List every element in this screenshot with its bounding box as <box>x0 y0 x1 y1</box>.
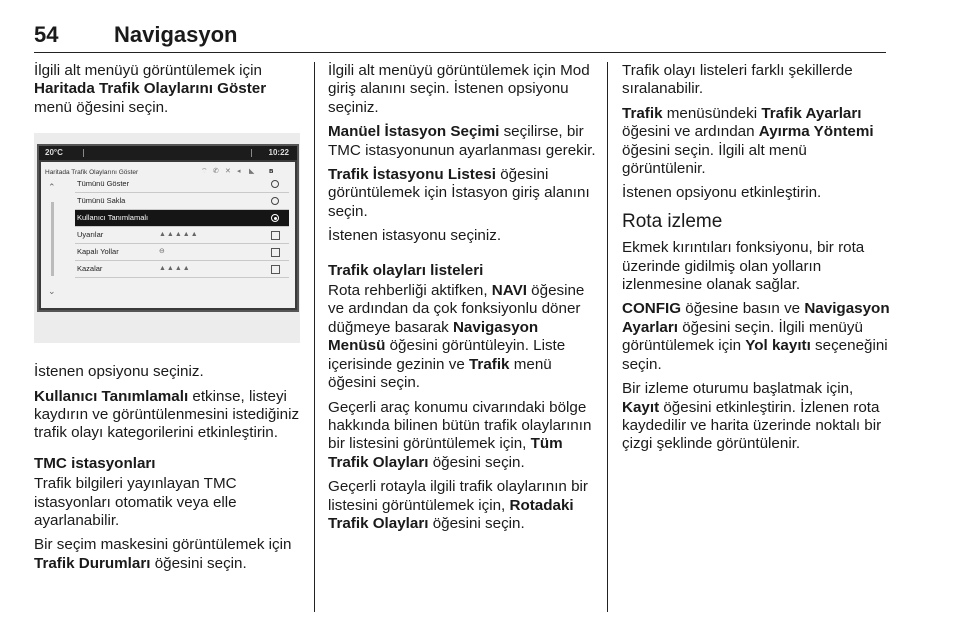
column-divider <box>607 62 608 612</box>
scroll-down-icon[interactable]: ⌄ <box>48 286 56 297</box>
status-divider <box>251 149 252 157</box>
page-header <box>34 22 886 53</box>
phone-icon: ✆ <box>213 168 219 176</box>
bluetooth-icon: ʙ <box>269 168 274 176</box>
scrollbar[interactable] <box>51 202 54 276</box>
accident-category-icons: ▲▲▲▲ <box>159 265 191 273</box>
wifi-icon: ⌔ <box>201 168 208 176</box>
paragraph: CONFIG öğesine basın ve Navigasyon Ayarları öğesini seçin. İlgili menüyü görüntülemek için Yol kayıtı seçeneğini seçin. <box>622 300 890 373</box>
menu-item-warnings[interactable]: Uyarılar ▲▲▲▲▲ <box>75 227 289 244</box>
menu-item-closed-roads[interactable]: Kapalı Yollar ⊖ <box>75 244 289 261</box>
paragraph: İlgili alt menüyü görüntülemek için Mod giriş alanını seçin. İstenen opsiyonu seçiniz. <box>328 62 590 116</box>
menu-item-user-defined[interactable]: Kullanıcı Tanımlamalı <box>75 210 289 227</box>
volume-icon: ◂ <box>237 168 241 176</box>
section-heading: Trafik olayları listeleri <box>328 261 484 279</box>
radio-selected-icon <box>271 214 279 222</box>
menu-list <box>75 176 289 278</box>
radio-icon <box>271 197 279 205</box>
closed-road-icon: ⊖ <box>159 248 166 256</box>
menu-item-accidents[interactable]: Kazalar ▲▲▲▲ <box>75 261 289 278</box>
section-heading: TMC istasyonları <box>34 454 156 472</box>
edit-icon <box>271 248 280 257</box>
infotainment-screen <box>37 144 299 312</box>
paragraph: Manüel İstasyon Seçimi seçilirse, bir TMC istasyonunun ayarlanması gerekir. <box>328 123 596 159</box>
warning-category-icons: ▲▲▲▲▲ <box>159 231 199 239</box>
screenshot-figure <box>34 133 300 343</box>
menu-item-hide-all[interactable]: Tümünü Sakla <box>75 193 289 210</box>
radio-icon <box>271 180 279 188</box>
paragraph: İlgili alt menüyü görüntülemek için Haritada Trafik Olaylarını Göster menü öğesini seçin. <box>34 62 267 116</box>
signal-icon: ◣ <box>249 168 255 176</box>
edit-icon <box>271 231 280 240</box>
page-title: Navigasyon <box>114 22 238 47</box>
paragraph: Kullanıcı Tanımlamalı etkinse, listeyi kaydırın ve görüntülenmesini istediğiniz trafik olayı kategorilerini etkinleştirin. <box>34 387 300 442</box>
paragraph: İstenen opsiyonu etkinleştirin. <box>622 184 822 202</box>
menu-item-show-all[interactable]: Tümünü Göster <box>75 176 289 193</box>
paragraph: İstenen istasyonu seçiniz. <box>328 227 502 245</box>
paragraph: Geçerli araç konumu civarındaki bölge hakkında bilinen bütün trafik olaylarının bir listesini görüntülemek için, Tüm Trafik Olayları öğesini seçin. <box>328 398 592 471</box>
column-middle <box>328 62 596 539</box>
page-number: 54 <box>34 22 59 47</box>
menu-title: Haritada Trafik Olaylarını Göster <box>45 169 139 177</box>
section-heading: Rota izleme <box>622 210 723 232</box>
temperature: 20°C <box>45 148 63 158</box>
paragraph: İstenen opsiyonu seçiniz. <box>34 363 204 381</box>
paragraph: Geçerli rotayla ilgili trafik olaylarının bir listesini görüntülemek için, Rotadaki Trafik Olayları öğesini seçin. <box>328 478 588 532</box>
paragraph: Trafik menüsündeki Trafik Ayarları öğesini ve ardından Ayırma Yöntemi öğesini seçin. İlgili alt menü görüntülenir. <box>622 104 874 178</box>
paragraph: Bir izleme oturumu başlatmak için, Kayıt öğesini etkinleştirin. İzlenen rota kaydedilir ve harita üzerinde noktalı bir çizgi şeklinde görüntülenir. <box>622 380 882 453</box>
column-divider <box>314 62 315 612</box>
paragraph: Bir seçim maskesini görüntülemek için Trafik Durumları öğesini seçin. <box>34 536 292 572</box>
mute-icon: ✕ <box>225 168 231 176</box>
paragraph: Rota rehberliği aktifken, NAVI öğesine ve ardından da çok fonksiyonlu döner düğmeye basarak Navigasyon Menüsü öğesini görüntüleyin. Liste içerisinde gezinin ve Trafik menü öğesini seçin. <box>328 282 585 392</box>
status-divider <box>83 149 84 157</box>
paragraph: Trafik olayı listeleri farklı şekillerde sıralanabilir. <box>622 62 853 98</box>
status-bar <box>39 146 297 160</box>
edit-icon <box>271 265 280 274</box>
clock: 10:22 <box>268 148 289 158</box>
paragraph: Trafik bilgileri yayınlayan TMC istasyonları otomatik veya elle ayarlanabilir. <box>34 475 237 530</box>
column-right <box>622 62 890 460</box>
scroll-up-icon[interactable]: ⌃ <box>48 182 56 193</box>
paragraph: Trafik İstasyonu Listesi öğesini görüntülemek için İstasyon giriş alanını seçin. <box>328 166 590 220</box>
column-left <box>34 62 300 579</box>
paragraph: Ekmek kırıntıları fonksiyonu, bir rota üzerinde gidilmiş olan yolların izlenmesine olanak sağlar. <box>622 239 865 294</box>
menu-panel <box>41 162 295 308</box>
